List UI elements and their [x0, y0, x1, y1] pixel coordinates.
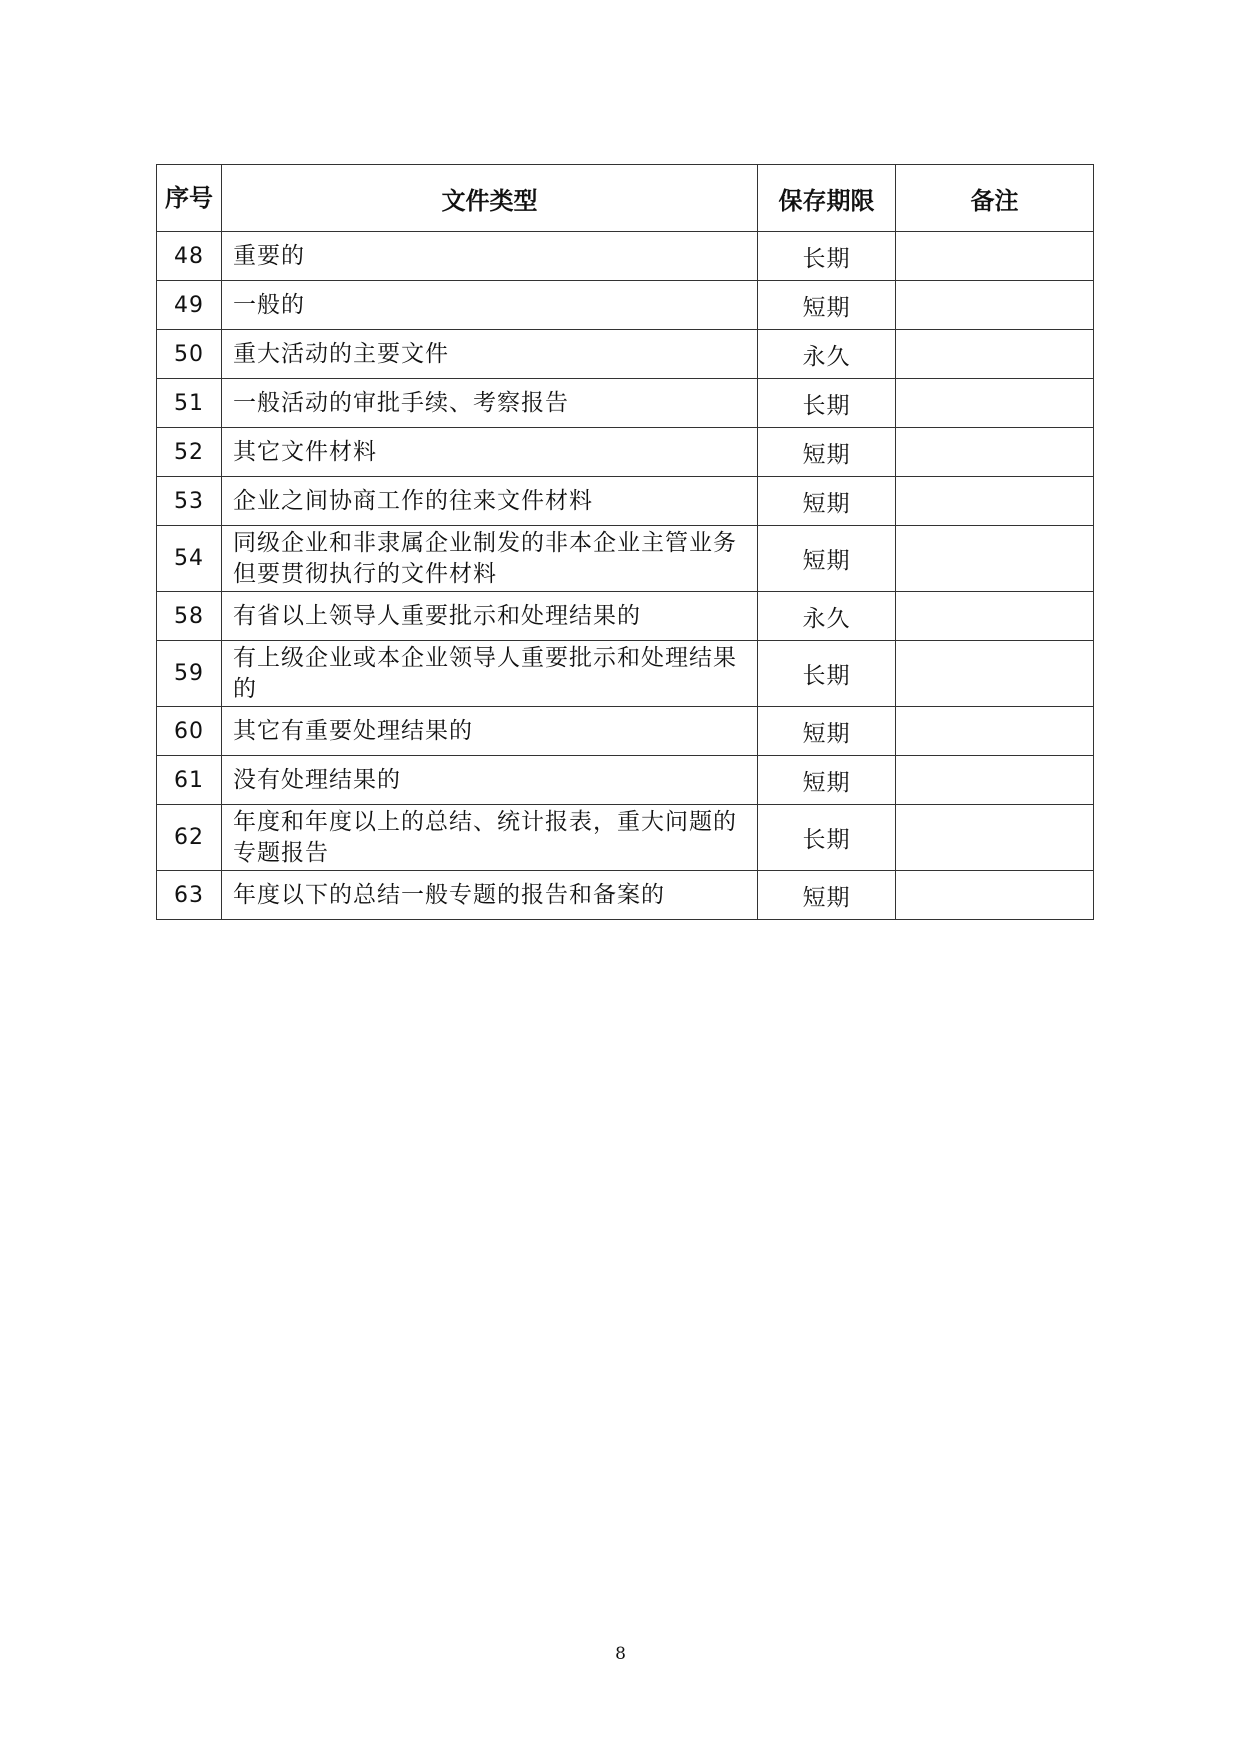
row-serial-number: 62 — [157, 805, 222, 871]
row-remarks — [896, 871, 1094, 920]
row-remarks — [896, 477, 1094, 526]
row-remarks — [896, 379, 1094, 428]
table-row — [157, 379, 1094, 428]
row-serial-number: 48 — [157, 232, 222, 281]
header-file-type: 文件类型 — [222, 165, 758, 232]
row-retention-period: 长期 — [758, 641, 896, 707]
table-row — [157, 641, 1094, 707]
row-file-type: 其它文件材料 — [222, 428, 758, 477]
row-file-type: 同级企业和非隶属企业制发的非本企业主管业务但要贯彻执行的文件材料 — [222, 526, 758, 592]
row-serial-number: 50 — [157, 330, 222, 379]
table-row — [157, 526, 1094, 592]
table-row — [157, 805, 1094, 871]
header-remarks: 备注 — [896, 165, 1094, 232]
row-serial-number: 54 — [157, 526, 222, 592]
row-serial-number: 49 — [157, 281, 222, 330]
row-remarks — [896, 281, 1094, 330]
row-file-type: 年度以下的总结一般专题的报告和备案的 — [222, 871, 758, 920]
row-file-type: 有省以上领导人重要批示和处理结果的 — [222, 592, 758, 641]
page-number: 8 — [615, 1644, 626, 1664]
retention-table — [156, 164, 1094, 920]
row-file-type: 重要的 — [222, 232, 758, 281]
header-retention-period: 保存期限 — [758, 165, 896, 232]
row-retention-period: 短期 — [758, 428, 896, 477]
row-remarks — [896, 707, 1094, 756]
row-remarks — [896, 232, 1094, 281]
row-retention-period: 长期 — [758, 379, 896, 428]
row-retention-period: 短期 — [758, 281, 896, 330]
table-row — [157, 756, 1094, 805]
row-remarks — [896, 756, 1094, 805]
row-file-type: 一般的 — [222, 281, 758, 330]
row-serial-number: 51 — [157, 379, 222, 428]
header-serial-number: 序号 — [157, 165, 222, 232]
row-serial-number: 60 — [157, 707, 222, 756]
row-retention-period: 长期 — [758, 232, 896, 281]
row-file-type: 其它有重要处理结果的 — [222, 707, 758, 756]
row-file-type: 没有处理结果的 — [222, 756, 758, 805]
row-serial-number: 61 — [157, 756, 222, 805]
row-remarks — [896, 526, 1094, 592]
row-remarks — [896, 428, 1094, 477]
row-remarks — [896, 330, 1094, 379]
row-retention-period: 短期 — [758, 871, 896, 920]
table-row — [157, 707, 1094, 756]
row-retention-period: 永久 — [758, 592, 896, 641]
table-row — [157, 428, 1094, 477]
row-serial-number: 58 — [157, 592, 222, 641]
row-retention-period: 永久 — [758, 330, 896, 379]
row-retention-period: 短期 — [758, 756, 896, 805]
row-serial-number: 52 — [157, 428, 222, 477]
row-remarks — [896, 592, 1094, 641]
table-row — [157, 871, 1094, 920]
table-row — [157, 281, 1094, 330]
table-row — [157, 330, 1094, 379]
table-row — [157, 477, 1094, 526]
row-retention-period: 短期 — [758, 477, 896, 526]
row-file-type: 企业之间协商工作的往来文件材料 — [222, 477, 758, 526]
table-header — [157, 165, 1094, 232]
row-file-type: 年度和年度以上的总结、统计报表，重大问题的专题报告 — [222, 805, 758, 871]
row-file-type: 一般活动的审批手续、考察报告 — [222, 379, 758, 428]
table-body — [157, 232, 1094, 920]
row-serial-number: 59 — [157, 641, 222, 707]
row-file-type: 有上级企业或本企业领导人重要批示和处理结果的 — [222, 641, 758, 707]
header-row — [157, 165, 1094, 232]
row-remarks — [896, 641, 1094, 707]
row-serial-number: 63 — [157, 871, 222, 920]
row-serial-number: 53 — [157, 477, 222, 526]
row-file-type: 重大活动的主要文件 — [222, 330, 758, 379]
table-row — [157, 592, 1094, 641]
row-retention-period: 短期 — [758, 526, 896, 592]
row-remarks — [896, 805, 1094, 871]
row-retention-period: 长期 — [758, 805, 896, 871]
table-row — [157, 232, 1094, 281]
row-retention-period: 短期 — [758, 707, 896, 756]
